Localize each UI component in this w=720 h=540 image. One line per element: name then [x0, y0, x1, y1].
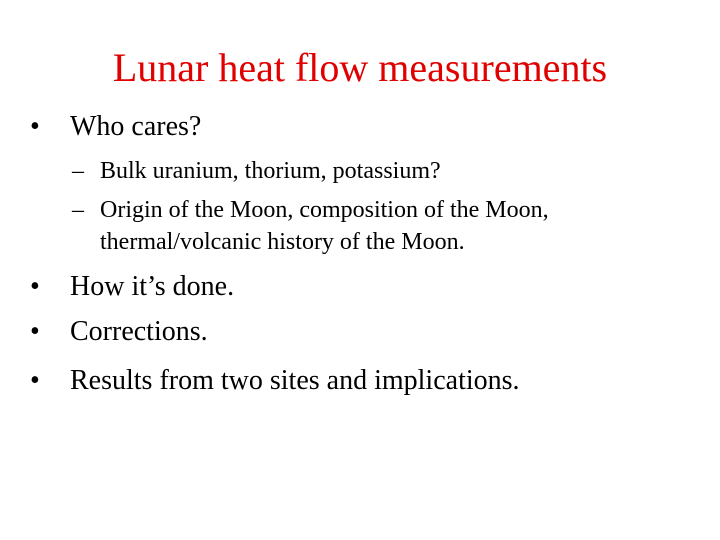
- bullet-results: [30, 364, 520, 398]
- sub-bullet-mark: –: [72, 197, 84, 223]
- bullet-mark: •: [30, 365, 40, 396]
- bullet-text: Results from two sites and implications.: [70, 365, 520, 396]
- sub-bullet-origin: [72, 194, 549, 226]
- sub-bullet-mark: –: [72, 158, 84, 184]
- bullet-how-done: [30, 270, 234, 304]
- bullet-text: Corrections.: [70, 316, 208, 347]
- sub-bullet-continuation: thermal/volcanic history of the Moon.: [100, 229, 465, 255]
- bullet-mark: •: [30, 316, 40, 347]
- bullet-mark: •: [30, 111, 40, 142]
- sub-bullet-text: Origin of the Moon, composition of the Moon,: [100, 197, 549, 223]
- bullet-who-cares: [30, 110, 201, 144]
- sub-bullet-text: Bulk uranium, thorium, potassium?: [100, 158, 441, 184]
- slide-title: Lunar heat flow measurements: [112, 45, 608, 90]
- bullet-mark: •: [30, 271, 40, 302]
- bullet-text: How it’s done.: [70, 271, 235, 302]
- bullet-text: Who cares?: [70, 111, 202, 142]
- bullet-corrections: [30, 315, 208, 349]
- sub-bullet-bulk: [72, 155, 441, 187]
